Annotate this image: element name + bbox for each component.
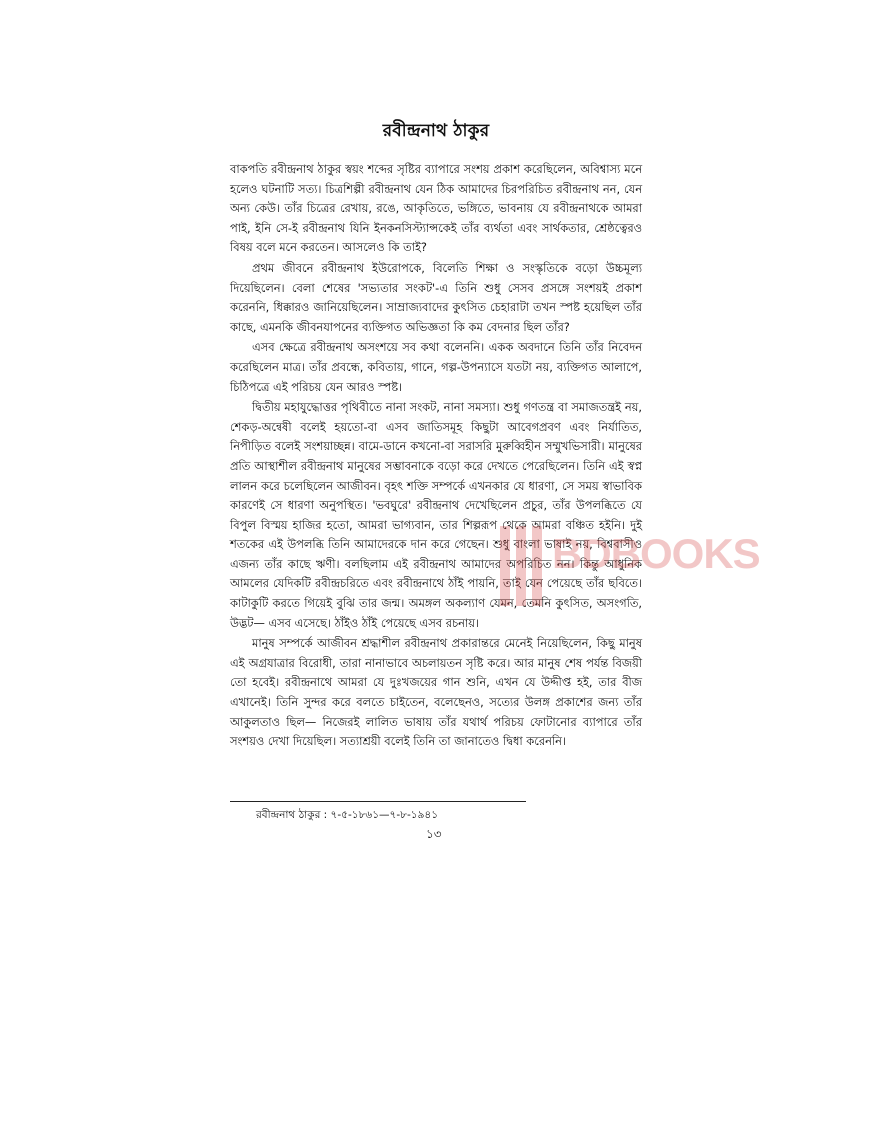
- watermark-text: BDBOOKS: [552, 530, 760, 577]
- page-title: রবীন্দ্রনাথ ঠাকুর: [382, 121, 490, 141]
- paragraph-2: প্রথম জীবনে রবীন্দ্রনাথ ইউরোপকে, বিলেতি শিক্ষা ও সংস্কৃতিকে বড়ো উচ্চমূল্য দিয়েছিলেন। বেলা শেষের 'সভ্যতার সংকট'-এ তিনি শুধু সেসব প্রসঙ্গে সংশয়ই প্রকাশ করেননি, ধিক্কারও জানিয়েছিলেন। সাম্রাজ্যবাদের কুৎসিত চেহারাটা তখন স্পষ্ট হয়েছিল তাঁর কাছে, এমনকি জীবনযাপনের ব্যক্তিগত অভিজ্ঞতা কি কম বেদনার ছিল তাঁর?: [230, 260, 642, 334]
- footnote: রবীন্দ্রনাথ ঠাকুর : ৭-৫-১৮৬১—৭-৮-১৯৪১: [256, 809, 439, 821]
- paragraph-4: দ্বিতীয় মহাযুদ্ধোত্তর পৃথিবীতে নানা সংকট, নানা সমস্যা। শুধু গণতন্ত্র বা সমাজতন্ত্রই নয়, শেকড়-অন্বেষী বলেই হয়তো-বা এসব জাতিসমূহ কিছুটা আবেগপ্রবণ এবং নির্যাতিত, নিপীড়িত বলেই সংশয়াচ্ছন্ন। বামে-ডানে কখনো-বা সরাসরি মুরুব্বিহীন সম্মুখভিসারী। মানুষের প্রতি আস্থাশীল রবীন্দ্রনাথ মানুষের সম্ভাবনাকে বড়ো করে দেখতে পেরেছিলেন। তিনি এই স্বপ্ন লালন করে চলেছিলেন আজীবন। বৃহৎ শক্তি সম্পর্কে এখনকার যে ধারণা, সে সময় স্বাভাবিক কারণেই সে ধারণা অনুপস্থিত। 'ভবঘুরে' রবীন্দ্রনাথ দেখেছিলেন প্রচুর, তাঁর উপলব্ধিতে যে বিপুল বিস্ময় হাজির হতো, আমরা ভাগ্যবান, তার শিল্পরূপ থেকে আমরা বঞ্চিত হইনি। দুই শতকের এই উপলব্ধি তিনি আমাদেরকে দান করে গেছেন। শুধু বাংলা ভাষাই নয়, বিশ্ববাসীও এজন্য তাঁর কাছে ঋণী। বলছিলাম এই রবীন্দ্রনাথ আমাদের অপরিচিত নন। কিন্তু আধুনিক আমলের যেদিকটি রবীন্দ্রচরিতে এবং রবীন্দ্রনাথে ঠাঁই পায়নি, তাই যেন পেয়েছে তাঁর ছবিতে। কাটাকুটি করতে গিয়েই বুঝি তার জন্ম। অমঙ্গল অকল্যাণ যেমন, তেমনি কুৎসিত, অসংগতি, উদ্ভট— এসব এসেছে। ঠাঁইও ঠাঁই পেয়েছে এসব রচনায়।: [230, 400, 642, 630]
- document-body: [230, 118, 642, 752]
- page-number: ১৩: [426, 827, 442, 841]
- footnote-divider: [230, 801, 526, 802]
- paragraph-1: বাকপতি রবীন্দ্রনাথ ঠাকুর স্বয়ং শব্দের সৃষ্টির ব্যাপারে সংশয় প্রকাশ করেছিলেন, অবিশ্বাস্য মনে হলেও ঘটনাটি সত্য। চিত্রশিল্পী রবীন্দ্রনাথ যেন ঠিক আমাদের চিরপরিচিত রবীন্দ্রনাথ নন, যেন অন্য কেউ। তাঁর চিত্রের রেখায়, রঙে, আকৃতিতে, ভঙ্গিতে, ভাবনায় যে রবীন্দ্রনাথকে আমরা পাই, ইনি সে-ই রবীন্দ্রনাথ যিনি ইনকনসিস্ট্যান্সকেই তাঁর ব্যর্থতা এবং সার্থকতার, শ্রেষ্ঠত্বেরও বিষয় বলে মনে করতেন। আসলেও কি তাই?: [230, 162, 642, 255]
- paragraph-3: এসব ক্ষেত্রে রবীন্দ্রনাথ অসংশয়ে সব কথা বলেননি। একক অবদানে তিনি তাঁর নিবেদন করেছিলেন মাত্র। তাঁর প্রবন্ধে, কবিতায়, গানে, গল্প-উপন্যাসে যতটা নয়, ব্যক্তিগত আলাপে, চিঠিপত্রে এই পরিচয় যেন আরও স্পষ্ট।: [230, 340, 642, 394]
- paragraph-5: মানুষ সম্পর্কে আজীবন শ্রদ্ধাশীল রবীন্দ্রনাথ প্রকারান্তরে মেনেই নিয়েছিলেন, কিছু মানুষ এই অগ্রযাত্রার বিরোধী, তারা নানাভাবে অচলায়তন সৃষ্টি করে। আর মানুষ শেষ পর্যন্ত বিজয়ী তো হবেই। রবীন্দ্রনাথে আমরা যে দুঃখজয়ের গান শুনি, এখন যে উদ্দীপ্ত হই, তার বীজ এখানেই। তিনি সুন্দর করে বলতে চাইতেন, বলেছেনও, সত্যের উলঙ্গ প্রকাশের জন্য তাঁর আকুলতাও ছিল— নিজেরই লালিত ভাষায় তাঁর যথার্থ পরিচয় ফোটানোর ব্যাপারে তাঁর সংশয়ও দেখা দিয়েছিল। সত্যাশ্রয়ী বলেই তিনি তা জানাতেও দ্বিধা করেননি।: [230, 636, 642, 749]
